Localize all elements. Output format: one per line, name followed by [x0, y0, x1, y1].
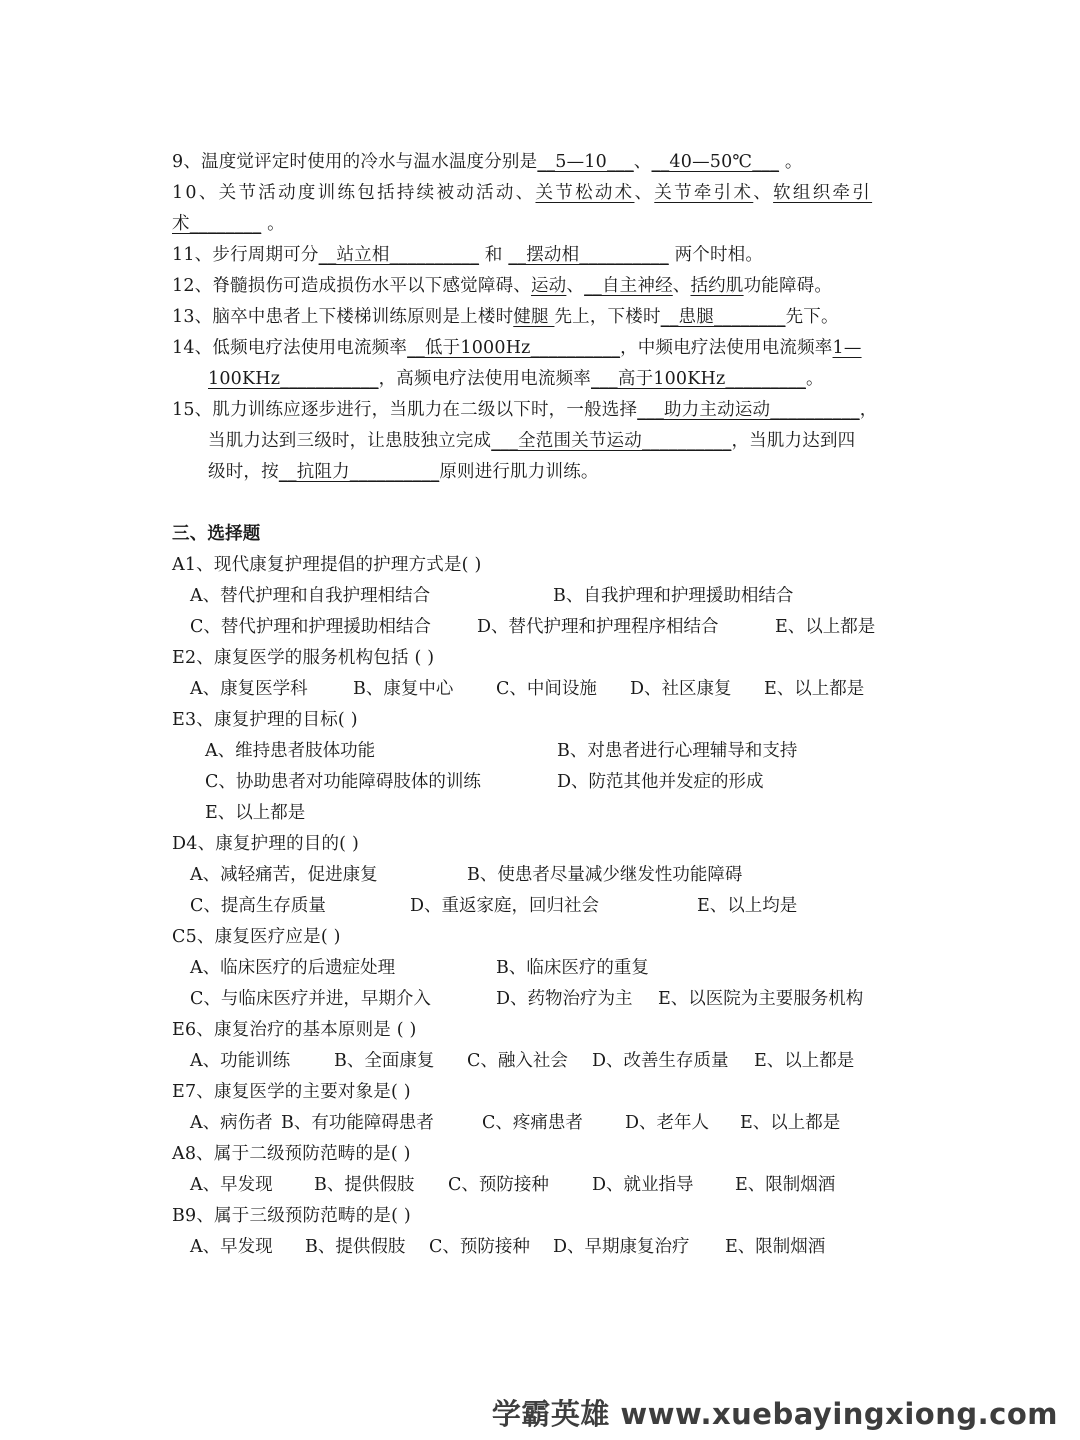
separator: 、 [634, 183, 655, 203]
answer-blank: ___助力主动运动__________ [637, 400, 860, 420]
fill-question-10-cont [172, 212, 285, 236]
question-text-mid: ，中频电疗法使用电流频率 [620, 338, 833, 358]
option-b: B、有功能障碍患者 [281, 1113, 434, 1133]
punctuation: 。 [261, 214, 285, 234]
answer-blank: __自主神经 [584, 276, 673, 296]
fill-question-14-cont [208, 367, 824, 391]
answer-blank: ___高于100KHz_________ [591, 369, 806, 389]
option-e: E、以上都是 [754, 1051, 855, 1071]
question-text: 级时，按 [208, 462, 279, 482]
choice-question: E6、康复治疗的基本原则是 ( ) [172, 1020, 417, 1040]
question-text-end: 先下。 [785, 307, 839, 327]
fill-question-11 [172, 243, 763, 267]
option-a: A、替代护理和自我护理相结合 [190, 586, 431, 606]
answer-blank: 关节松动术 [535, 183, 635, 203]
choice-question: C5、康复医疗应是( ) [172, 927, 341, 947]
separator: 、 [672, 276, 691, 296]
connector: 和 [479, 245, 509, 265]
answer-blank: ___全范围关节运动__________ [491, 431, 732, 451]
option-c: C、疼痛患者 [482, 1113, 583, 1133]
option-a: A、早发现 [190, 1237, 273, 1257]
answer-blank: __40—50℃___ [651, 152, 780, 172]
option-c: C、融入社会 [467, 1051, 568, 1071]
option-c: C、预防接种 [448, 1175, 549, 1195]
option-d: D、改善生存质量 [592, 1051, 729, 1071]
option-b: B、临床医疗的重复 [496, 958, 649, 978]
option-c: C、中间设施 [496, 679, 597, 699]
choice-question: D4、康复护理的目的( ) [172, 834, 359, 854]
question-text: 13、脑卒中患者上下楼梯训练原则是上楼时 [172, 307, 514, 327]
punctuation: 。 [779, 152, 803, 172]
option-a: A、康复医学科 [190, 679, 308, 699]
option-c: C、提高生存质量 [190, 896, 326, 916]
option-e: E、以上均是 [697, 896, 798, 916]
section-heading: 三、选择题 [172, 524, 261, 544]
punctuation: 。 [805, 369, 824, 389]
option-b: B、全面康复 [334, 1051, 435, 1071]
answer-blank: __站立相__________ [318, 245, 480, 265]
fill-question-14 [172, 336, 862, 360]
fill-question-15-line3 [208, 460, 599, 484]
option-c: C、协助患者对功能障碍肢体的训练 [205, 772, 481, 792]
question-text: 10、关节活动度训练包括持续被动活动、 [172, 183, 536, 203]
fill-question-15 [172, 398, 877, 422]
option-d: D、药物治疗为主 [496, 989, 633, 1009]
option-c: C、与临床医疗并进，早期介入 [190, 989, 431, 1009]
option-d: D、替代护理和护理程序相结合 [477, 617, 719, 637]
separator: 、 [753, 183, 774, 203]
answer-blank: __低于1000Hz__________ [407, 338, 621, 358]
fill-question-12 [172, 274, 832, 298]
answer-blank: 运动 [530, 276, 567, 296]
choice-question: A1、现代康复护理提倡的护理方式是( ) [172, 555, 482, 575]
answer-blank: 软组织牵引 [773, 183, 873, 203]
answer-blank: 1— [832, 338, 862, 358]
fill-question-15-line2 [208, 429, 855, 453]
question-text-end: 功能障碍。 [743, 276, 833, 296]
option-c: C、预防接种 [429, 1237, 530, 1257]
question-text: 当肌力达到三级时，让患肢独立完成 [208, 431, 492, 451]
option-e: E、以上都是 [205, 803, 306, 823]
option-d: D、重返家庭，回归社会 [410, 896, 600, 916]
option-e: E、以上都是 [740, 1113, 841, 1133]
choice-question: E2、康复医学的服务机构包括 ( ) [172, 648, 435, 668]
question-text: 14、低频电疗法使用电流频率 [172, 338, 408, 358]
option-a: A、功能训练 [190, 1051, 291, 1071]
option-a: A、病伤者 [190, 1113, 273, 1133]
question-text-mid: ，当肌力达到四 [731, 431, 856, 451]
fill-question-9 [172, 150, 803, 174]
question-text: 11、步行周期可分 [172, 245, 319, 265]
option-b: B、提供假肢 [305, 1237, 406, 1257]
option-a: A、减轻痛苦，促进康复 [190, 865, 378, 885]
option-d: D、社区康复 [630, 679, 732, 699]
answer-blank: __摆动相__________ [508, 245, 669, 265]
choice-question: A8、属于二级预防范畴的是( ) [172, 1144, 411, 1164]
separator: 、 [566, 276, 585, 296]
option-d: D、老年人 [625, 1113, 710, 1133]
answer-blank: __抗阻力__________ [278, 462, 440, 482]
watermark: 学霸英雄 www.xuebayingxiong.com [491, 1397, 1058, 1431]
option-c: C、替代护理和护理援助相结合 [190, 617, 431, 637]
option-d: D、就业指导 [592, 1175, 694, 1195]
question-text: 9、温度觉评定时使用的冷水与温水温度分别是 [172, 152, 538, 172]
option-a: A、早发现 [190, 1175, 273, 1195]
answer-blank: __5—10___ [537, 152, 634, 172]
question-text-mid: ，高频电疗法使用电流频率 [378, 369, 592, 389]
choice-question: E7、康复医学的主要对象是( ) [172, 1082, 411, 1102]
answer-blank: 健腿 [513, 307, 555, 327]
answer-blank: 100KHz___________ [208, 369, 379, 389]
option-e: E、限制烟酒 [725, 1237, 826, 1257]
answer-blank: 关节牵引术 [654, 183, 754, 203]
option-a: A、临床医疗的后遗症处理 [190, 958, 396, 978]
option-e: E、限制烟酒 [735, 1175, 836, 1195]
question-text: 15、肌力训练应逐步进行，当肌力在二级以下时，一般选择 [172, 400, 638, 420]
choice-question: B9、属于三级预防范畴的是( ) [172, 1206, 411, 1226]
answer-blank: 括约肌 [690, 276, 744, 296]
option-b: B、使患者尽量减少继发性功能障碍 [467, 865, 743, 885]
question-text: 12、脊髓损伤可造成损伤水平以下感觉障碍、 [172, 276, 531, 296]
option-e: E、以医院为主要服务机构 [658, 989, 864, 1009]
option-b: B、自我护理和护理援助相结合 [553, 586, 794, 606]
option-a: A、维持患者肢体功能 [205, 741, 376, 761]
separator: 、 [633, 152, 652, 172]
fill-question-10 [172, 181, 872, 205]
option-b: B、提供假肢 [314, 1175, 415, 1195]
option-b: B、对患者进行心理辅导和支持 [557, 741, 798, 761]
option-e: E、以上都是 [775, 617, 876, 637]
option-d: D、防范其他并发症的形成 [557, 772, 764, 792]
question-text-end: 原则进行肌力训练。 [439, 462, 599, 482]
question-text-end: 两个时相。 [668, 245, 764, 265]
choice-question: E3、康复护理的目标( ) [172, 710, 358, 730]
option-d: D、早期康复治疗 [553, 1237, 690, 1257]
punctuation: ， [859, 400, 878, 420]
answer-blank: 术________ [172, 214, 262, 234]
question-text-mid: 先上，下楼时 [554, 307, 661, 327]
option-e: E、以上都是 [764, 679, 865, 699]
option-b: B、康复中心 [353, 679, 454, 699]
fill-question-13 [172, 305, 839, 329]
answer-blank: __患腿________ [660, 307, 786, 327]
